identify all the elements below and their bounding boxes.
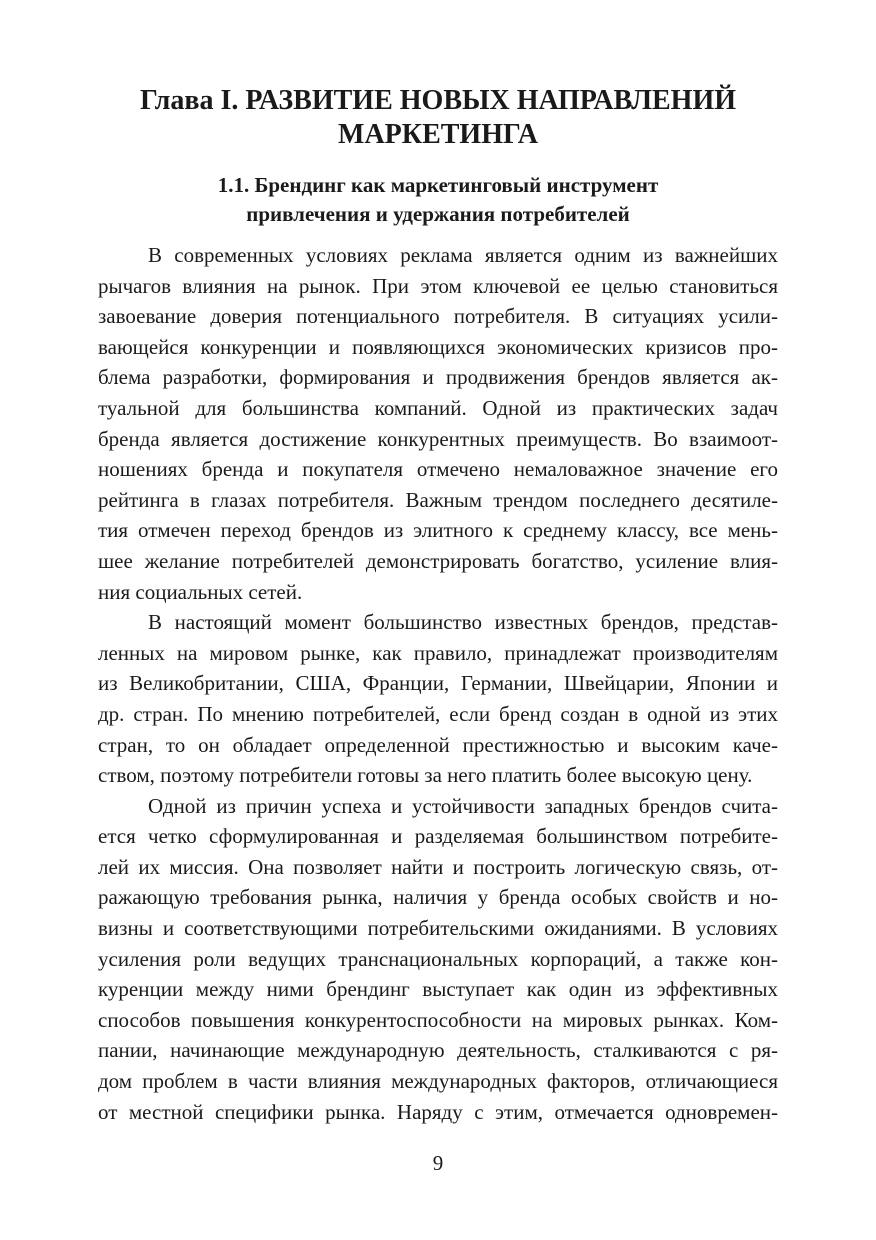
paragraph-line: тия отмечен переход брендов из элитного к среднему классу, все мень- — [98, 518, 778, 543]
paragraph-line: способов повышения конкурентоспособности на мировых рынках. Ком- — [98, 1007, 778, 1032]
paragraph-line: др. стран. По мнению потребителей, если бренд создан в одной из этих — [98, 701, 778, 726]
paragraph-line: усиления роли ведущих транснациональных корпораций, а также кон- — [98, 946, 778, 971]
chapter-title — [98, 84, 778, 152]
section-title-line-1: 1.1. Брендинг как маркетинговый инструмент — [217, 173, 659, 197]
paragraph-line: ством, поэтому потребители готовы за него платить более высокую цену. — [98, 763, 753, 788]
paragraph-line: шее желание потребителей демонстрировать богатство, усиление влия- — [98, 548, 778, 573]
paragraph-line: ношениях бренда и покупателя отмечено немаловажное значение его — [98, 457, 778, 482]
body-text — [98, 240, 778, 1127]
paragraph-line: ленных на мировом рынке, как правило, принадлежат производителям — [98, 640, 778, 665]
section-title-line-2: привлечения и удержания потребителей — [246, 202, 630, 226]
paragraph-line: рейтинга в глазах потребителя. Важным трендом последнего десятиле- — [98, 487, 778, 512]
chapter-title-line-1: Глава I. РАЗВИТИЕ НОВЫХ НАПРАВЛЕНИЙ — [139, 85, 737, 116]
paragraph-line: вающейся конкуренции и появляющихся экономических кризисов про- — [98, 334, 778, 359]
paragraph-line: пании, начинающие международную деятельность, сталкиваются с ря- — [98, 1038, 778, 1063]
paragraph-line: куренции между ними брендинг выступает как один из эффективных — [98, 977, 778, 1002]
paragraph-2 — [98, 607, 778, 791]
section-title — [98, 171, 778, 229]
paragraph-line: стран, то он обладает определенной престижностью и высоким каче- — [98, 732, 778, 757]
paragraph-line: В настоящий момент большинство известных брендов, представ- — [148, 610, 778, 635]
paragraph-line: блема разработки, формирования и продвижения брендов является ак- — [98, 365, 778, 390]
paragraph-line: дом проблем в части влияния международных факторов, отличающиеся — [98, 1069, 778, 1094]
paragraph-line: визны и соответствующими потребительскими ожиданиями. В условиях — [98, 916, 778, 941]
paragraph-1 — [98, 240, 778, 607]
paragraph-line: ется четко сформулированная и разделяемая большинством потребите- — [98, 824, 778, 849]
paragraph-line: ния социальных сетей. — [98, 579, 303, 604]
paragraph-line: завоевание доверия потенциального потребителя. В ситуациях усили- — [98, 304, 778, 329]
paragraph-3 — [98, 791, 778, 1128]
paragraph-line: ражающую требования рынка, наличия у бренда особых свойств и но- — [98, 885, 778, 910]
paragraph-line: Одной из причин успеха и устойчивости западных брендов счита- — [148, 793, 778, 818]
paragraph-line: В современных условиях реклама является одним из важнейших — [148, 243, 778, 267]
paragraph-line: бренда является достижение конкурентных преимуществ. Во взаимоот- — [98, 426, 778, 451]
paragraph-line: туальной для большинства компаний. Одной из практических задач — [98, 395, 778, 420]
paragraph-line: рычагов влияния на рынок. При этом ключевой ее целью становиться — [98, 273, 778, 298]
chapter-title-line-2: МАРКЕТИНГА — [338, 119, 538, 150]
paragraph-line: от местной специфики рынка. Наряду с этим, отмечается одновремен- — [98, 1099, 778, 1124]
paragraph-line: из Великобритании, США, Франции, Германии, Швейцарии, Японии и — [98, 671, 778, 696]
page-number: 9 — [432, 1151, 444, 1175]
paragraph-line: лей их миссия. Она позволяет найти и построить логическую связь, от- — [98, 854, 778, 879]
